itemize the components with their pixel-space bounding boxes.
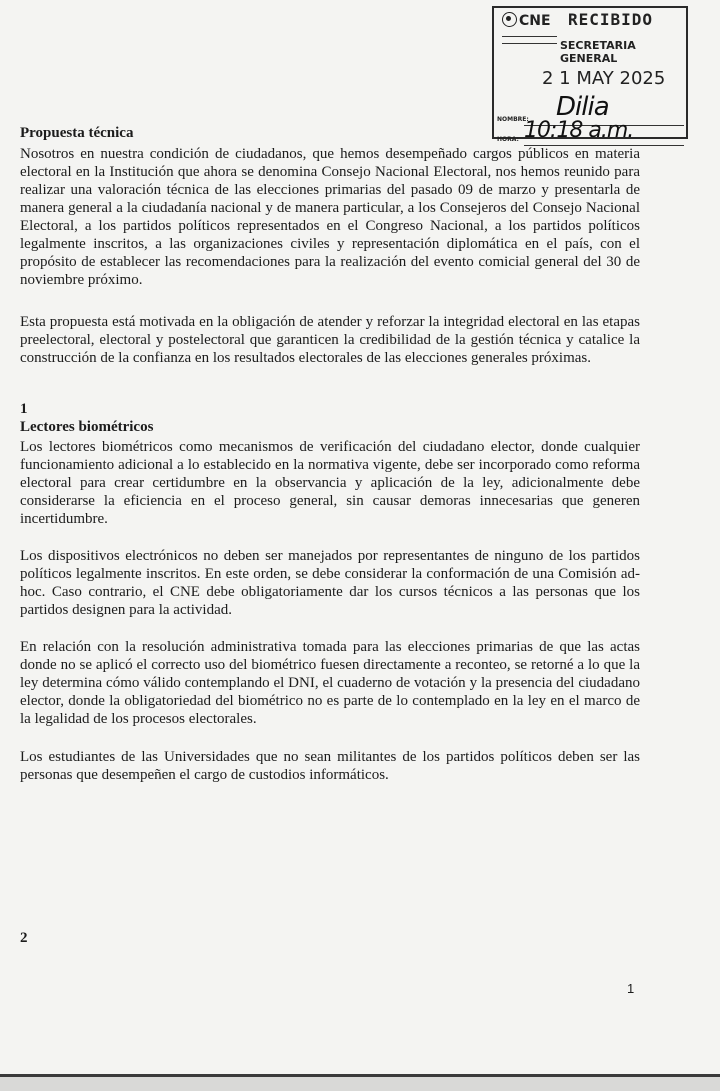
handwritten-name: Dilia [556, 92, 609, 122]
section-paragraph: Los estudiantes de las Universidades que no sean militantes de los partidos políticos deben ser las personas que desempeñen el cargo de custodios informáticos. [20, 749, 640, 783]
received-stamp [492, 6, 688, 143]
cne-logo-icon [502, 12, 517, 27]
stamp-name-label: NOMBRE: [497, 116, 529, 123]
handwritten-time: 10:18 a.m. [524, 118, 634, 143]
scan-bottom-edge [0, 1074, 720, 1091]
page-number: 1 [627, 981, 635, 996]
intro-paragraph: Esta propuesta está motivada en la obligación de atender y reforzar la integridad electoral en las etapas preelectoral, electoral y postelectoral que garanticen la credibilidad de la gestión técnica y catalice la construcción de la confianza en los resultados electorales de las elecciones generales próximas. [20, 314, 640, 366]
section-paragraph: Los lectores biométricos como mecanismos de verificación del ciudadano elector, donde cualquier funcionamiento adicional a lo establecido en la normativa vigente, debe ser incorporado como reforma electoral para crear certidumbre en la observancia y aplicación de la ley, adicionalmente debe considerarse la eficiencia en el proceso general, sin causar demoras innecesarias que generen incertidumbre. [20, 439, 640, 527]
handwritten-page-number: 2 [20, 930, 28, 946]
stamp-received: RECIBIDO [568, 10, 654, 29]
document-title: Propuesta técnica [20, 125, 134, 141]
stamp-decorative-lines [502, 36, 557, 44]
section-paragraph: Los dispositivos electrónicos no deben ser manejados por representantes de ninguno de los partidos políticos legalmente inscritos. En este orden, se debe considerar la conformación de una Comisión ad-hoc. Caso contrario, el CNE debe obligatoriamente dar los cursos técnicos a las personas que los partidos designen para la actividad. [20, 548, 640, 618]
stamp-org [502, 12, 551, 29]
intro-paragraph: Nosotros en nuestra condición de ciudadanos, que hemos desempeñado cargos públicos en materia electoral en la Institución que ahora se denomina Consejo Nacional Electoral, nos hemos reunido para realizar una valoración técnica de las elecciones primarias del pasado 09 de marzo y presentarla de manera general a la ciudadanía nacional y de manera particular, a los Consejeros del Consejo Nacional Electoral, a los partidos políticos representados en el Congreso Nacional, a los partidos políticos legalmente inscritos, a las organizaciones civiles y representación diplomática en el país, con el propósito de establecer las recomendaciones para la realización del evento comicial general del 30 de noviembre próximo. [20, 146, 640, 288]
section-heading: Lectores biométricos [20, 419, 154, 435]
stamp-date: 2 1 MAY 2025 [542, 68, 666, 89]
section-number: 1 [20, 401, 28, 417]
section-paragraph: En relación con la resolución administrativa tomada para las elecciones primarias de que las actas donde no se aplicó el correcto uso del biométrico fuesen directamente a reconteo, se retorné a lo que la ley determina cómo válido contemplando el DNI, el cuaderno de votación y la presencia del ciudadano elector, donde la obligatoriedad del biométrico no es parte de lo contemplado en la ley en el marco de la legalidad de los procesos electorales. [20, 639, 640, 727]
stamp-org-text: CNE [519, 13, 551, 29]
stamp-department: SECRETARIA GENERAL [560, 39, 636, 65]
stamp-time-label: HORA: [497, 136, 519, 143]
